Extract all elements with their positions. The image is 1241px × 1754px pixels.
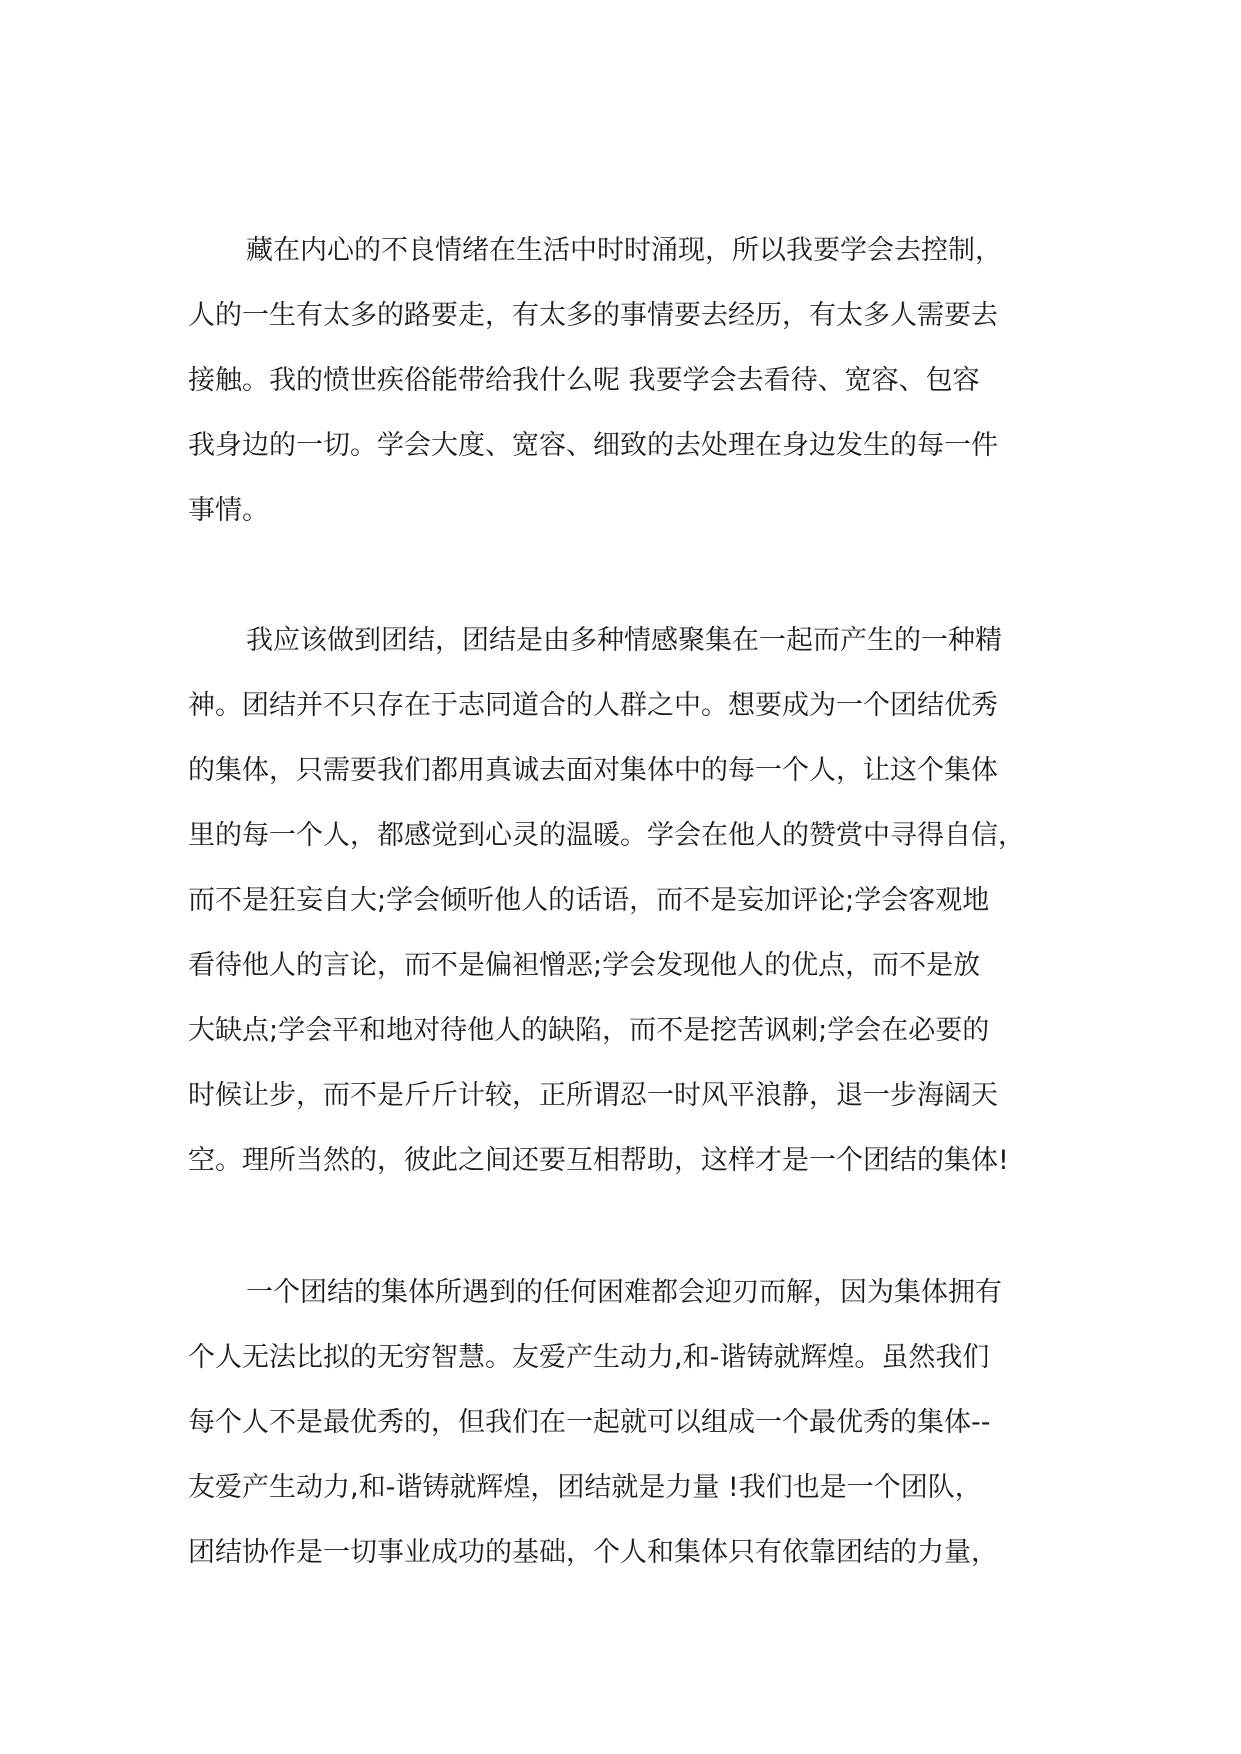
paragraph-line: 的集体，只需要我们都用真诚去面对集体中的每一个人，让这个集体 bbox=[188, 755, 998, 786]
paragraph-line: 大缺点;学会平和地对待他人的缺陷，而不是挖苦讽刺;学会在必要的 bbox=[188, 1015, 990, 1046]
paragraph-line: 时候让步，而不是斤斤计较，正所谓忍一时风平浪静，退一步海阔天 bbox=[188, 1080, 998, 1111]
paragraph-line: 团结协作是一切事业成功的基础，个人和集体只有依靠团结的力量， bbox=[188, 1537, 998, 1568]
paragraph-line: 神。团结并不只存在于志同道合的人群之中。想要成为一个团结优秀 bbox=[188, 690, 998, 721]
paragraph-line: 而不是狂妄自大;学会倾听他人的话语，而不是妄加评论;学会客观地 bbox=[188, 885, 990, 916]
paragraph-line: 每个人不是最优秀的，但我们在一起就可以组成一个最优秀的集体-- bbox=[188, 1407, 991, 1438]
paragraph-line: 我应该做到团结，团结是由多种情感聚集在一起而产生的一种精 bbox=[246, 625, 1002, 656]
paragraph-line: 我身边的一切。学会大度、宽容、细致的去处理在身边发生的每一件 bbox=[188, 430, 998, 461]
paragraph-line: 接触。我的愤世疾俗能带给我什么呢 我要学会去看待、宽容、包容 bbox=[188, 365, 980, 396]
paragraph-line: 看待他人的言论，而不是偏袒憎恶;学会发现他人的优点，而不是放 bbox=[188, 950, 981, 981]
paragraph-line: 藏在内心的不良情绪在生活中时时涌现，所以我要学会去控制， bbox=[246, 235, 1002, 266]
paragraph-line: 事情。 bbox=[188, 495, 269, 526]
paragraph-line: 个人无法比拟的无穷智慧。友爱产生动力,和-谐铸就辉煌。虽然我们 bbox=[188, 1342, 990, 1373]
paragraph-line: 里的每一个人，都感觉到心灵的温暖。学会在他人的赞赏中寻得自信， bbox=[188, 820, 1025, 851]
paragraph-line: 一个团结的集体所遇到的任何困难都会迎刃而解，因为集体拥有 bbox=[246, 1277, 1002, 1308]
paragraph-line: 人的一生有太多的路要走，有太多的事情要去经历，有太多人需要去 bbox=[188, 300, 998, 331]
paragraph-line: 空。理所当然的，彼此之间还要互相帮助，这样才是一个团结的集体! bbox=[188, 1145, 1009, 1176]
paragraph-3 bbox=[188, 1260, 1068, 1585]
paragraph-1 bbox=[188, 218, 1068, 543]
paragraph-line: 友爱产生动力,和-谐铸就辉煌，团结就是力量 !我们也是一个团队， bbox=[188, 1472, 982, 1503]
paragraph-2 bbox=[188, 608, 1068, 1193]
